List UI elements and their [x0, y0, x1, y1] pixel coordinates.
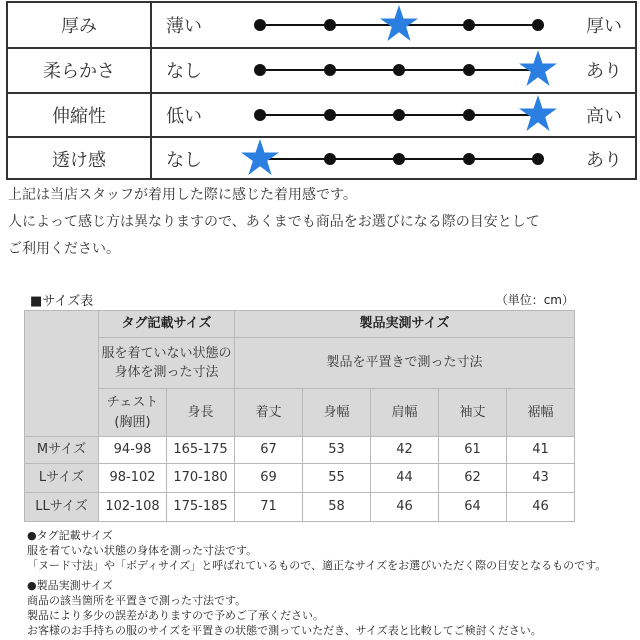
- description-line: 服を着ていない状態の: [101, 345, 232, 361]
- footnote-line: 商品の該当箇所を平置きで測った寸法です。: [27, 594, 247, 607]
- unit-label: （単位：cm）: [495, 293, 574, 307]
- cell-length: 69: [235, 464, 303, 493]
- rating-scale: [260, 93, 538, 137]
- rating-scale: [260, 48, 538, 92]
- scale-dot: [463, 64, 475, 76]
- scale-dot: [463, 109, 475, 121]
- table-row: [25, 493, 575, 522]
- feel-row-sheerness: [8, 137, 635, 181]
- rating-star-icon: [518, 49, 558, 89]
- footnote-line: 製品により多少の誤差がありますので予めご了承ください。: [27, 609, 324, 622]
- description-line: 身体を測った寸法: [114, 365, 219, 380]
- feel-row-thickness: [8, 3, 635, 47]
- group-header-actual-size: 製品実測サイズ: [235, 311, 575, 338]
- feel-min-label: なし: [166, 150, 202, 171]
- scale-dot: [254, 64, 266, 76]
- scale-dot: [324, 19, 336, 31]
- size-label: Mサイズ: [25, 437, 99, 464]
- scale-dot: [393, 109, 405, 121]
- feel-label: 伸縮性: [52, 106, 106, 127]
- rating-scale: [260, 3, 538, 47]
- scale-dot: [324, 109, 336, 121]
- column-header-length: 着丈: [235, 389, 303, 437]
- footnote-heading: ●製品実測サイズ: [27, 579, 113, 592]
- column-header-width: 身幅: [303, 389, 371, 437]
- cell-length: 67: [235, 437, 303, 464]
- scale-dot: [463, 19, 475, 31]
- feel-label: 厚み: [61, 16, 97, 37]
- header-line: (胸囲): [114, 414, 151, 430]
- scale-dot: [254, 109, 266, 121]
- cell-width: 55: [303, 464, 371, 493]
- cell-hem: 43: [507, 464, 575, 493]
- cell-chest: 94-98: [99, 437, 167, 464]
- column-header-sleeve: 袖丈: [439, 389, 507, 437]
- cell-hem: 41: [507, 437, 575, 464]
- rating-star-icon: [379, 4, 419, 44]
- footnote-line: 「ヌード寸法」や「ボディサイズ」と呼ばれているもので、適正なサイズをお選びいただく際の目安となるものです。: [27, 559, 607, 572]
- size-table-title: ■サイズ表: [30, 294, 94, 309]
- scale-dot: [324, 64, 336, 76]
- cell-sleeve: 61: [439, 437, 507, 464]
- scale-dot: [324, 153, 336, 165]
- footnote-line: お客様のお手持ちの服のサイズを平置きの状態で測っていただき、サイズ表と比較してご検討ください。: [27, 624, 542, 637]
- scale-dot: [532, 153, 544, 165]
- column-header-shoulder: 肩幅: [371, 389, 439, 437]
- size-table: [24, 310, 575, 522]
- scale-dot: [532, 19, 544, 31]
- cell-shoulder: 42: [371, 437, 439, 464]
- cell-chest: 102-108: [99, 493, 167, 522]
- feel-min-label: なし: [166, 61, 202, 82]
- feel-max-label: 厚い: [586, 16, 622, 37]
- cell-width: 58: [303, 493, 371, 522]
- header-line: チェスト: [106, 395, 159, 410]
- cell-sleeve: 64: [439, 493, 507, 522]
- rating-star-icon: [240, 138, 280, 178]
- scale-dot: [254, 19, 266, 31]
- size-label: LLサイズ: [25, 493, 99, 522]
- feel-row-softness: [8, 48, 635, 92]
- cell-length: 71: [235, 493, 303, 522]
- cell-height: 170-180: [167, 464, 235, 493]
- table-row: [25, 437, 575, 464]
- table-row: [25, 464, 575, 493]
- cell-hem: 46: [507, 493, 575, 522]
- cell-chest: 98-102: [99, 464, 167, 493]
- cell-width: 53: [303, 437, 371, 464]
- note-line: 上記は当店スタッフが着用した際に感じた着用感です。: [8, 187, 357, 203]
- feel-min-label: 低い: [166, 106, 202, 127]
- rating-scale: [260, 137, 538, 181]
- feel-label: 透け感: [52, 150, 106, 171]
- size-label: Lサイズ: [25, 464, 99, 493]
- note-line: 人によって感じ方は異なりますので、あくまでも商品をお選びになる際の目安として: [8, 214, 540, 230]
- cell-height: 175-185: [167, 493, 235, 522]
- tag-size-description: [99, 338, 235, 389]
- feel-max-label: あり: [586, 150, 622, 171]
- feel-min-label: 薄い: [166, 16, 202, 37]
- feel-rating-table: [6, 1, 637, 180]
- note-line: ご利用ください。: [8, 241, 120, 257]
- scale-dot: [393, 64, 405, 76]
- actual-size-description: 製品を平置きで測った寸法: [235, 338, 575, 389]
- footnote-line: 服を着ていない状態の身体を測った寸法です。: [27, 544, 258, 557]
- feel-row-stretch: [8, 93, 635, 137]
- scale-dot: [463, 153, 475, 165]
- feel-max-label: 高い: [586, 106, 622, 127]
- corner-cell: [25, 311, 99, 437]
- feel-label: 柔らかさ: [43, 61, 115, 82]
- column-header-height: 身長: [167, 389, 235, 437]
- footnote-heading: ●タグ記載サイズ: [27, 529, 113, 542]
- column-header-hem: 裾幅: [507, 389, 575, 437]
- cell-sleeve: 62: [439, 464, 507, 493]
- cell-shoulder: 46: [371, 493, 439, 522]
- cell-shoulder: 44: [371, 464, 439, 493]
- feel-max-label: あり: [586, 61, 622, 82]
- group-header-tag-size: タグ記載サイズ: [99, 311, 235, 338]
- rating-star-icon: [518, 94, 558, 134]
- scale-dot: [393, 153, 405, 165]
- cell-height: 165-175: [167, 437, 235, 464]
- column-header-chest: [99, 389, 167, 437]
